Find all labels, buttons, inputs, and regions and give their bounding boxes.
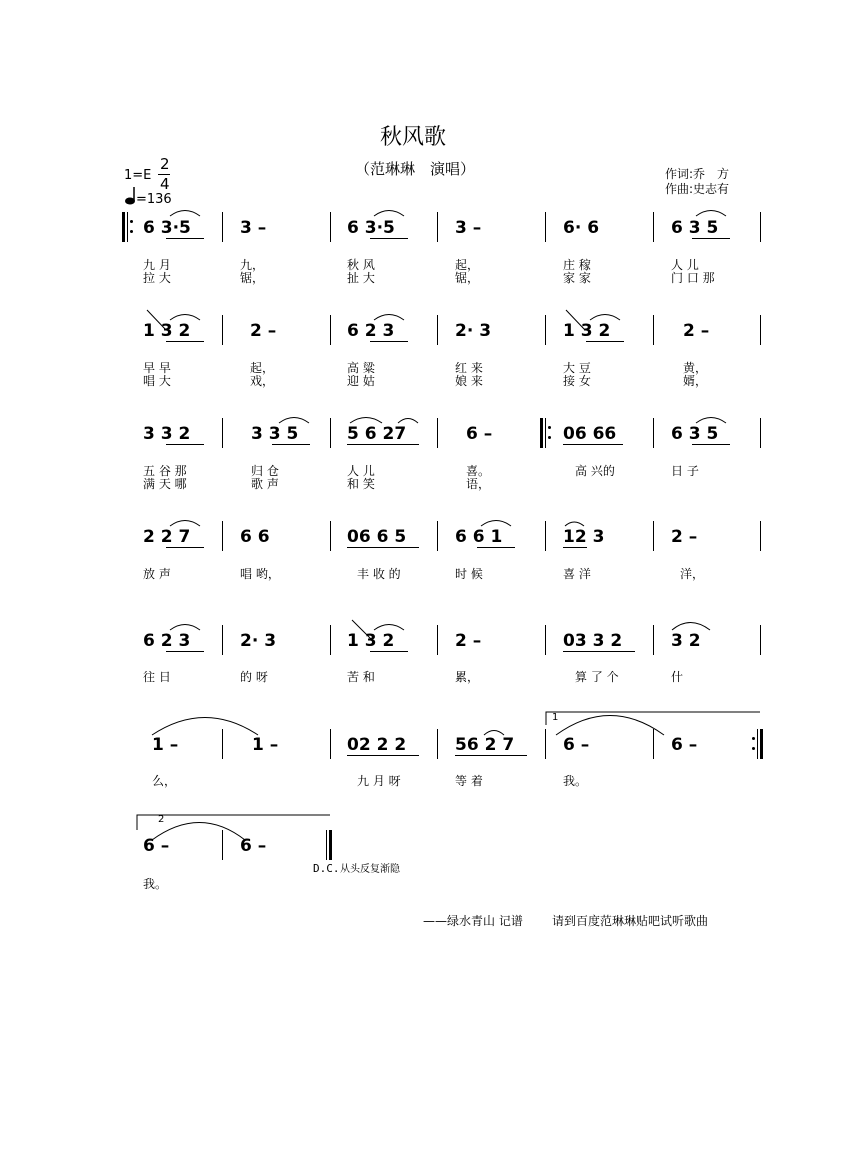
underline xyxy=(563,651,635,652)
lyric: 人 儿 xyxy=(671,258,699,272)
barline xyxy=(760,521,761,551)
measure-notes: 5 6 27 xyxy=(347,424,407,444)
measure-notes: 6 3 5 xyxy=(671,218,719,238)
lyric: 唱 大 xyxy=(143,374,171,388)
lyric: 唱 哟， xyxy=(240,567,280,581)
barline xyxy=(760,418,761,448)
measure-notes: 6· 6 xyxy=(563,218,600,238)
underline xyxy=(272,444,310,445)
page-title: 秋风歌 xyxy=(380,125,447,150)
lyric: 秋 风 xyxy=(347,258,375,272)
measure-notes: 3 – xyxy=(240,218,267,238)
measure-notes: 3 3 5 xyxy=(251,424,299,444)
lyric: 么， xyxy=(152,774,177,788)
underline xyxy=(692,444,730,445)
key-signature: 1=E xyxy=(124,168,152,183)
lyric: 婿， xyxy=(683,374,708,388)
measure-notes: 12 3 xyxy=(563,527,605,547)
repeat-dot xyxy=(752,747,755,750)
measure-notes: 6 – xyxy=(671,735,698,755)
lyric: 高 粱 xyxy=(347,361,375,375)
measure-notes: 6 – xyxy=(466,424,493,444)
lyric: 的 呀 xyxy=(240,670,268,684)
measure-notes: 1 – xyxy=(252,735,279,755)
lyric: 往 日 xyxy=(143,670,171,684)
barline xyxy=(330,729,331,759)
measure-notes: 06 66 xyxy=(563,424,617,444)
measure-notes: 6 3 5 xyxy=(671,424,719,444)
lyric: 起， xyxy=(250,361,275,375)
measure-notes: 6 6 xyxy=(240,527,270,547)
lyric: 归 仓 xyxy=(251,464,279,478)
measure-notes: 56 2 7 xyxy=(455,735,515,755)
lyricist-credit: 作词:乔 方 xyxy=(665,167,730,181)
measure-notes: 2 – xyxy=(250,321,277,341)
measure-notes: 03 3 2 xyxy=(563,631,623,651)
lyric: 喜。 xyxy=(466,464,491,478)
measure-notes: 2· 3 xyxy=(455,321,492,341)
measure-notes: 6 – xyxy=(143,836,170,856)
lyric: 锯， xyxy=(455,271,480,285)
lyric: 我。 xyxy=(563,774,588,788)
time-signature-bottom: 4 xyxy=(160,175,170,193)
measure-notes: 2 – xyxy=(455,631,482,651)
lyric: 庄 稼 xyxy=(563,258,591,272)
barline xyxy=(330,315,331,345)
barline xyxy=(760,625,761,655)
barline xyxy=(653,315,654,345)
measure-notes: 06 6 5 xyxy=(347,527,407,547)
measure-notes: 6 6 1 xyxy=(455,527,503,547)
barline xyxy=(545,315,546,345)
barline xyxy=(437,315,438,345)
barline xyxy=(222,625,223,655)
volta-2-label: 2 xyxy=(158,814,165,825)
barline xyxy=(222,729,223,759)
time-signature-top: 2 xyxy=(160,155,170,173)
barline xyxy=(330,625,331,655)
barline xyxy=(437,625,438,655)
barline xyxy=(330,418,331,448)
repeat-dot xyxy=(752,737,755,740)
dc-marker: D.C. xyxy=(313,862,340,875)
repeat-end-barline xyxy=(760,729,763,759)
subtitle: （范琳琳 演唱） xyxy=(355,160,476,178)
underline xyxy=(370,341,408,342)
barline xyxy=(437,521,438,551)
underline xyxy=(166,341,204,342)
measure-notes: 02 2 2 xyxy=(347,735,407,755)
measure-notes: 2 – xyxy=(683,321,710,341)
lyric: 和 笑 xyxy=(347,477,375,491)
tempo-marking: =136 xyxy=(136,192,172,207)
underline xyxy=(347,547,419,548)
lyric: 红 来 xyxy=(455,361,483,375)
measure-notes: 1 3 2 xyxy=(143,321,191,341)
underline xyxy=(563,444,623,445)
underline xyxy=(477,547,515,548)
underline xyxy=(455,755,527,756)
lyric: 歌 声 xyxy=(251,477,279,491)
lyric: 喜 洋 xyxy=(563,567,591,581)
barline xyxy=(326,830,327,860)
lyric: 迎 姑 xyxy=(347,374,375,388)
underline xyxy=(370,651,408,652)
lyric: 等 着 xyxy=(455,774,483,788)
repeat-dot xyxy=(548,436,551,439)
lyric: 拉 大 xyxy=(143,271,171,285)
barline xyxy=(222,418,223,448)
lyric: 九 月 xyxy=(143,258,171,272)
barline xyxy=(545,418,546,448)
underline xyxy=(586,341,624,342)
repeat-dot xyxy=(548,426,551,429)
measure-notes: 2 – xyxy=(671,527,698,547)
barline xyxy=(545,521,546,551)
lyric: 扯 大 xyxy=(347,271,375,285)
lyric: 五 谷 那 xyxy=(143,464,187,478)
measure-notes: 2· 3 xyxy=(240,631,277,651)
barline xyxy=(760,315,761,345)
barline xyxy=(653,625,654,655)
barline xyxy=(545,729,546,759)
volta-1-label: 1 xyxy=(552,712,559,723)
lyric: 娘 来 xyxy=(455,374,483,388)
lyric: 我。 xyxy=(143,877,168,891)
listen-note: 请到百度范琳琳贴吧试听歌曲 xyxy=(552,914,709,928)
dc-instruction: 从头反复渐隐 xyxy=(340,864,400,875)
composer-credit: 作曲:史志有 xyxy=(665,182,730,196)
underline xyxy=(166,547,204,548)
lyric: 放 声 xyxy=(143,567,171,581)
lyric: 时 候 xyxy=(455,567,483,581)
measure-notes: 3 – xyxy=(455,218,482,238)
lyric: 语， xyxy=(466,477,491,491)
measure-notes: 6 3·5 xyxy=(143,218,191,238)
barline xyxy=(653,729,654,759)
measure-notes: 6 – xyxy=(563,735,590,755)
measure-notes: 3 2 xyxy=(671,631,701,651)
measure-notes: 1 – xyxy=(152,735,179,755)
underline xyxy=(347,755,419,756)
lyric: 算 了 个 xyxy=(575,670,619,684)
lyric: 苦 和 xyxy=(347,670,375,684)
lyric: 日 子 xyxy=(671,464,699,478)
barline xyxy=(545,625,546,655)
repeat-start-barline xyxy=(540,418,543,448)
lyric: 锯， xyxy=(240,271,265,285)
lyric: 九， xyxy=(240,258,265,272)
lyric: 接 女 xyxy=(563,374,591,388)
final-barline xyxy=(329,830,332,860)
lyric: 门 口 那 xyxy=(671,271,715,285)
underline xyxy=(347,444,419,445)
underline xyxy=(166,444,204,445)
lyric: 大 豆 xyxy=(563,361,591,375)
barline xyxy=(222,830,223,860)
lyric: 什 xyxy=(671,670,684,684)
lyric: 家 家 xyxy=(563,271,591,285)
lyric: 高 兴的 xyxy=(575,464,615,478)
barline xyxy=(222,521,223,551)
barline xyxy=(437,729,438,759)
barline xyxy=(437,418,438,448)
lyric: 起， xyxy=(455,258,480,272)
measure-notes: 6 2 3 xyxy=(143,631,191,651)
lyric: 早 早 xyxy=(143,361,171,375)
lyric: 九 月 呀 xyxy=(357,774,401,788)
lyric: 黄， xyxy=(683,361,708,375)
underline xyxy=(563,547,587,548)
barline xyxy=(330,521,331,551)
barline xyxy=(222,315,223,345)
lyric: 满 天 哪 xyxy=(143,477,187,491)
barline xyxy=(757,729,758,759)
barline xyxy=(653,521,654,551)
lyric: 戏， xyxy=(250,374,275,388)
lyric: 累， xyxy=(455,670,480,684)
lyric: 丰 收 的 xyxy=(357,567,401,581)
measure-notes: 1 3 2 xyxy=(347,631,395,651)
measure-notes: 1 3 2 xyxy=(563,321,611,341)
measure-notes: 3 3 2 xyxy=(143,424,191,444)
lyric: 洋， xyxy=(680,567,705,581)
transcriber-credit: ——绿水青山 记谱 xyxy=(423,914,523,928)
underline xyxy=(166,651,204,652)
measure-notes: 6 – xyxy=(240,836,267,856)
lyric: 人 儿 xyxy=(347,464,375,478)
measure-notes: 2 2 7 xyxy=(143,527,191,547)
measure-notes: 6 2 3 xyxy=(347,321,395,341)
barline xyxy=(653,418,654,448)
measure-notes: 6 3·5 xyxy=(347,218,395,238)
